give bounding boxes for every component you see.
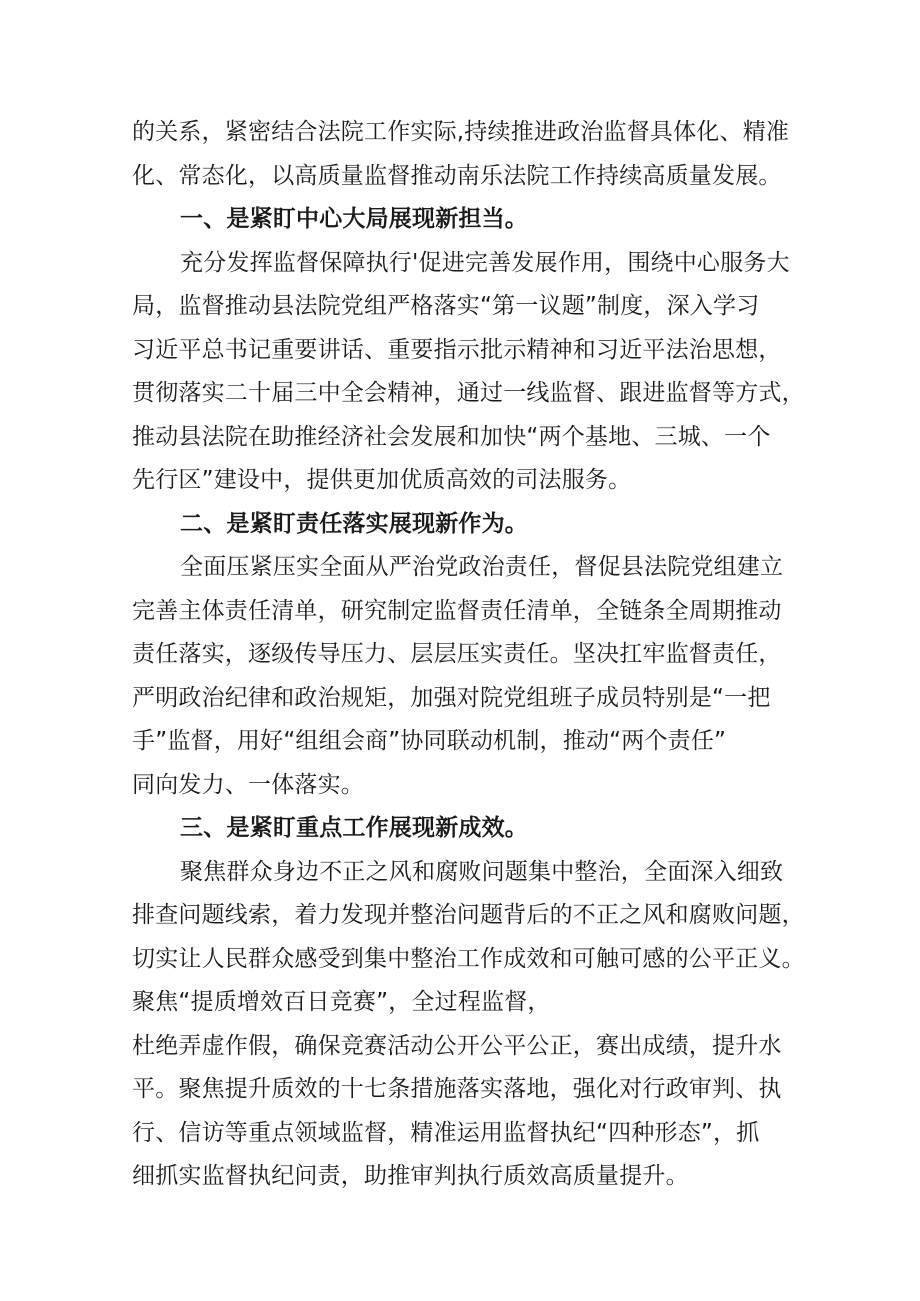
section-heading-2: 二、是紧盯责任落实展现新作为。 — [180, 511, 528, 537]
text-line: 先行区”建设中，提供更加优质高效的司法服务。 — [132, 467, 632, 493]
text-line: 细抓实监督执纪问责，助推审判执行质效高质量提升。 — [132, 1163, 689, 1189]
text-line: 聚焦群众身边不正之风和腐败问题集中整治，全面深入细致 — [180, 859, 784, 885]
text-line: 化、常态化，以高质量监督推动南乐法院工作持续高质量发展。 — [132, 163, 782, 189]
text-line: 平。聚焦提升质效的十七条措施落实落地，强化对行政审判、执 — [132, 1076, 782, 1102]
text-line: 责任落实，逐级传导压力、层层压实责任。坚决扛牢监督责任， — [132, 641, 782, 667]
text-line: 的关系，紧密结合法院工作实际,持续推进政治监督具体化、精准 — [132, 119, 790, 145]
text-line: 全面压紧压实全面从严治党政治责任，督促县法院党组建立 — [180, 554, 784, 580]
text-line: 手”监督，用好“组组会商”协同联动机制，推动“两个责任” — [132, 728, 727, 754]
section-heading-1: 一、是紧盯中心大局展现新担当。 — [180, 206, 528, 232]
section-heading-3: 三、是紧盯重点工作展现新成效。 — [180, 815, 528, 841]
text-line: 贯彻落实二十届三中全会精神，通过一线监督、跟进监督等方式， — [132, 380, 805, 406]
text-line: 推动县法院在助推经济社会发展和加快“两个基地、三城、一个 — [132, 424, 771, 450]
text-line: 习近平总书记重要讲话、重要指示批示精神和习近平法治思想， — [132, 337, 782, 363]
text-line: 排查问题线索，着力发现并整治问题背后的不正之风和腐败问题， — [132, 902, 805, 928]
text-line: 完善主体责任清单，研究制定监督责任清单，全链条全周期推动 — [132, 598, 782, 624]
text-line: 切实让人民群众感受到集中整治工作成效和可触可感的公平正义。 — [132, 946, 805, 972]
text-line: 同向发力、一体落实。 — [132, 772, 364, 798]
text-line: 行、信访等重点领域监督，精准运用监督执纪“四种形态”，抓 — [132, 1120, 760, 1146]
text-line: 严明政治纪律和政治规矩，加强对院党组班子成员特别是“一把 — [132, 685, 771, 711]
text-line: 杜绝弄虚作假，确保竞赛活动公开公平公正，赛出成绩，提升水 — [132, 1033, 782, 1059]
text-line: 聚焦“提质增效百日竞赛”，全过程监督， — [132, 989, 551, 1015]
text-line: 充分发挥监督保障执行'促进完善发展作用，围绕中心服务大 — [180, 250, 790, 276]
text-line: 局，监督推动县法院党组严格落实“第一议题”制度，深入学习 — [132, 293, 760, 319]
